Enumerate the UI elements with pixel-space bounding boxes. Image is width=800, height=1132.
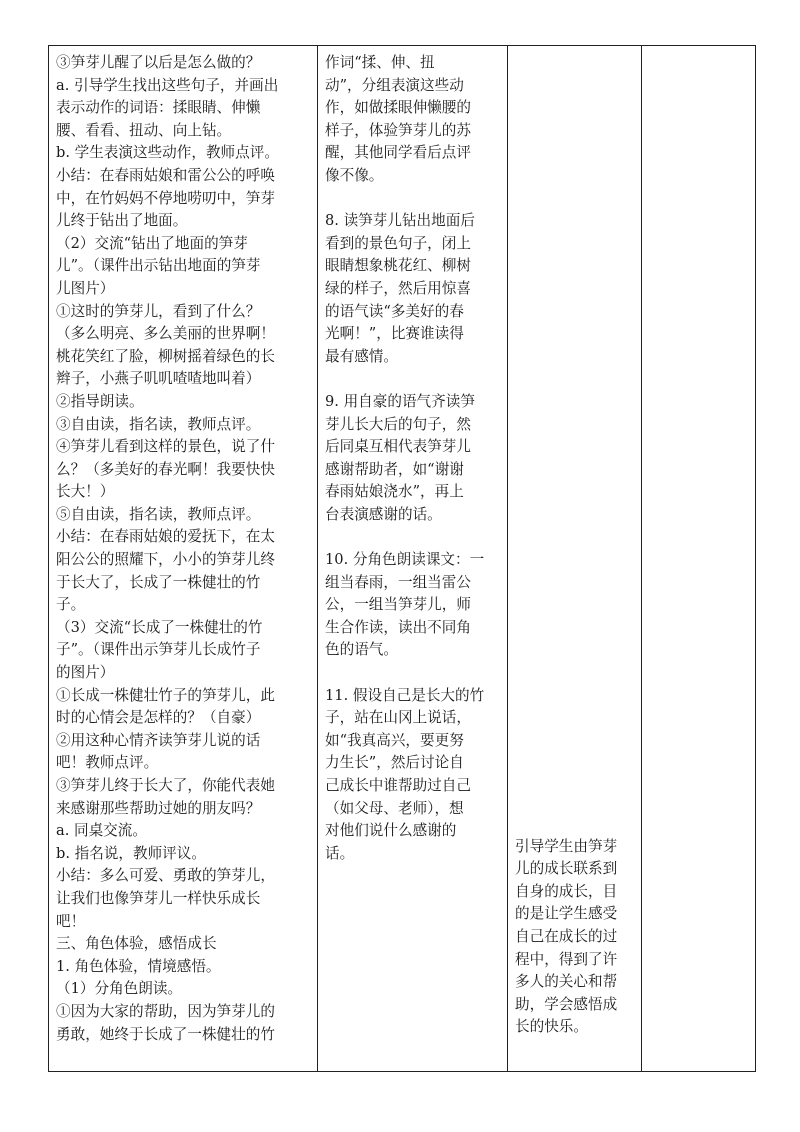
- text-line: 对他们说什么感谢的: [325, 822, 457, 840]
- text-line: ④笋芽儿看到这样的景色，说了什: [56, 438, 275, 456]
- text-line: 如“我真高兴，要更努: [325, 731, 464, 749]
- text-line: 春雨姑娘浇水”，再上: [325, 483, 464, 501]
- text-line: ②用这种心情齐读笋芽儿说的话: [56, 731, 261, 749]
- text-line: 子”。（课件出示笋芽儿长成竹子: [56, 641, 261, 659]
- text-line: 儿终于钻出了地面。: [56, 212, 188, 230]
- text-line: 眼睛想象桃花红、柳树: [325, 257, 471, 275]
- text-line: 的图片）: [56, 664, 115, 682]
- text-line: ③自由读，指名读，教师点评。: [56, 415, 261, 433]
- text-line: 光啊！”，比赛谁读得: [325, 325, 464, 343]
- text-line: ①因为大家的帮助，因为笋芽儿的: [56, 1002, 275, 1020]
- text-line: 10. 分角色朗读课文：一: [325, 551, 485, 569]
- activity-paragraph: [325, 391, 501, 527]
- text-line: 儿图片）: [56, 279, 115, 297]
- text-line: b. 学生表演这些动作，教师点评。: [56, 144, 279, 162]
- text-line: 辫子，小燕子叽叽喳喳地叫着）: [56, 370, 261, 388]
- text-line: ③笋芽儿终于长大了，你能代表她: [56, 777, 275, 794]
- text-line: 样子，体验笋芽儿的苏: [325, 121, 471, 139]
- text-line: 公，一组当笋芽儿，师: [325, 596, 471, 614]
- activity-paragraph: [325, 52, 501, 188]
- text-line: 的语气读“多美好的春: [325, 302, 464, 320]
- text-line: a. 同桌交流。: [56, 822, 147, 840]
- text-line: ①长成一株健壮竹子的笋芽儿，此: [56, 686, 275, 704]
- text-line: 子。: [56, 596, 86, 614]
- text-line: 作，如做揉眼伸懒腰的: [325, 99, 471, 117]
- text-line: （1）分角色朗读。: [56, 980, 183, 998]
- text-line: 最有感情。: [325, 347, 398, 365]
- text-line: 台表演感谢的话。: [325, 505, 442, 523]
- text-line: 话。: [325, 844, 355, 862]
- text-line: 小结：多么可爱、勇敢的笋芽儿，: [56, 867, 275, 885]
- teaching-process-cell: [49, 46, 318, 1072]
- text-line: 小结：在春雨姑娘和雷公公的呼唤: [56, 166, 275, 184]
- activity-paragraph: [325, 685, 501, 866]
- text-line: 1. 角色体验，情境感悟。: [56, 957, 221, 975]
- text-line: 己成长中谁帮助过自己: [325, 777, 471, 794]
- text-line: 组当春雨，一组当雷公: [325, 573, 471, 591]
- design-intent-cell: [508, 46, 642, 1072]
- text-line: 子，站在山冈上说话，: [325, 709, 471, 727]
- text-line: 绿的样子，然后用惊喜: [325, 279, 471, 297]
- text-line: 桃花笑红了脸，柳树摇着绿色的长: [56, 347, 275, 365]
- text-line: 像不像。: [325, 166, 384, 184]
- student-activity-text: [325, 52, 501, 865]
- text-line: 自身的成长，目: [515, 882, 618, 900]
- text-line: 芽儿长大后的句子，然: [325, 415, 471, 433]
- text-line: a. 引导学生找出这些句子，并画出: [56, 76, 279, 94]
- text-line: 于长大了，长成了一株健壮的竹: [56, 573, 261, 591]
- table-row: [49, 46, 756, 1072]
- text-line: 自己在成长的过: [515, 928, 618, 946]
- text-line: ①这时的笋芽儿，看到了什么？: [56, 302, 261, 320]
- student-activity-cell: [318, 46, 508, 1072]
- activity-paragraph: [325, 549, 501, 662]
- text-line: 醒，其他同学看后点评: [325, 144, 471, 162]
- text-line: 么？（多美好的春光啊！我要快快: [56, 460, 275, 478]
- text-line: （如父母、老师），想: [325, 799, 464, 817]
- text-line: 感谢帮助者，如“谢谢: [325, 460, 464, 478]
- design-intent-text: [515, 836, 635, 1039]
- text-line: （2）交流“钻出了地面的笋芽: [56, 234, 248, 252]
- text-line: 长的快乐。: [515, 1018, 588, 1036]
- text-line: 阳公公的照耀下，小小的笋芽儿终: [56, 551, 275, 569]
- text-line: 小结：在春雨姑娘的爱抚下，在太: [56, 528, 275, 546]
- text-line: ②指导朗读。: [56, 392, 144, 410]
- notes-cell: [642, 46, 756, 1072]
- text-line: 11. 假设自己是长大的竹: [325, 686, 485, 704]
- text-line: 三、角色体验，感悟成长: [56, 935, 217, 953]
- text-line: 吧！: [56, 912, 86, 930]
- text-line: 长大！）: [56, 483, 115, 501]
- text-line: 9. 用自豪的语气齐读笋: [325, 392, 475, 410]
- text-line: 生合作读，读出不同角: [325, 618, 471, 636]
- lesson-plan-table: [48, 45, 756, 1072]
- text-line: 表示动作的词语：揉眼睛、伸懒: [56, 99, 261, 117]
- text-line: 引导学生由笋芽: [515, 837, 618, 855]
- text-line: 作词“揉、伸、扭: [325, 54, 435, 71]
- text-line: （3）交流“长成了一株健壮的竹: [56, 618, 263, 636]
- text-line: 儿”。（课件出示钻出地面的笋芽: [56, 257, 261, 275]
- text-line: 时的心情会是怎样的？（自豪）: [56, 709, 261, 727]
- text-line: 助，学会感悟成: [515, 995, 618, 1013]
- text-line: 儿的成长联系到: [515, 860, 618, 878]
- teaching-process-text: [56, 52, 311, 1046]
- text-line: 8. 读笋芽儿钻出地面后: [325, 212, 475, 230]
- text-line: 来感谢那些帮助过她的朋友吗？: [56, 799, 261, 817]
- text-line: ③笋芽儿醒了以后是怎么做的？: [56, 54, 261, 71]
- activity-paragraph: [325, 210, 501, 368]
- text-line: 后同桌互相代表笋芽儿: [325, 438, 471, 456]
- text-line: （多么明亮、多么美丽的世界啊！: [56, 325, 275, 343]
- text-line: 吧！教师点评。: [56, 754, 159, 772]
- text-line: ⑤自由读，指名读，教师点评。: [56, 505, 261, 523]
- text-line: 勇敢，她终于长成了一株健壮的竹: [56, 1025, 275, 1043]
- text-line: 程中，得到了许: [515, 950, 618, 968]
- text-line: 多人的关心和帮: [515, 973, 618, 991]
- text-line: 让我们也像笋芽儿一样快乐成长: [56, 889, 261, 907]
- text-line: 腰、看看、扭动、向上钻。: [56, 121, 232, 139]
- text-line: b. 指名说，教师评议。: [56, 844, 206, 862]
- text-line: 色的语气。: [325, 641, 398, 659]
- text-line: 的是让学生感受: [515, 905, 618, 923]
- text-line: 力生长”，然后讨论自: [325, 754, 464, 772]
- text-line: 动”，分组表演这些动: [325, 76, 464, 94]
- text-line: 中，在竹妈妈不停地唠叨中，笋芽: [56, 189, 275, 207]
- text-line: 看到的景色句子，闭上: [325, 234, 471, 252]
